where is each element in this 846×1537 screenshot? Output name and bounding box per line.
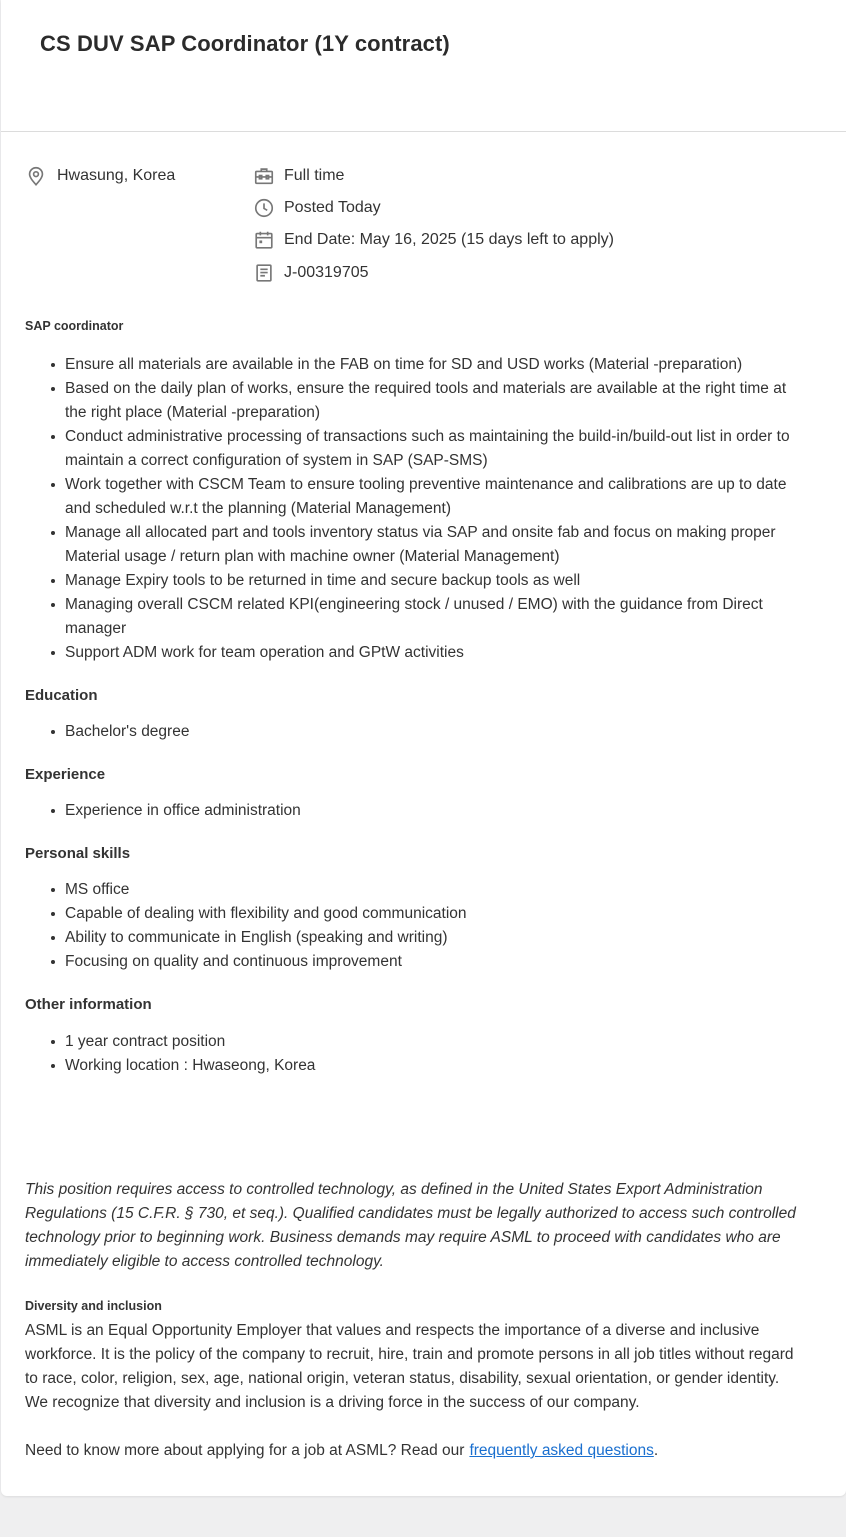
end-date-text: End Date: May 16, 2025 (15 days left to apply) [284, 231, 614, 248]
experience-list [25, 799, 795, 823]
list-item: Ensure all materials are available in the FAB on time for SD and USD works (Material -preparation) [65, 353, 795, 377]
list-item: Work together with CSCM Team to ensure tooling preventive maintenance and calibrations are up to date and scheduled w.r.t the planning (Material Management) [65, 473, 795, 521]
export-control-notice: This position requires access to controlled technology, as defined in the United States Export Administration Regulations (15 C.F.R. § 730, et seq.). Qualified candidates must be legally authorized to access such controlled technology prior to beginning work. Business demands may require ASML to proceed with candidates who are immediately eligible to access controlled technology. [25, 1181, 796, 1270]
faq-line [25, 1439, 658, 1463]
sap-list [25, 353, 795, 665]
section-heading-other: Other information [25, 996, 152, 1013]
faq-link[interactable]: frequently asked questions [469, 1442, 654, 1459]
list-item: Support ADM work for team operation and GPtW activities [65, 641, 795, 665]
list-item: MS office [65, 878, 795, 902]
list-item: Experience in office administration [65, 799, 795, 823]
posted-date-text: Posted Today [284, 199, 381, 216]
end-date [253, 229, 614, 251]
job-location-text: Hwasung, Korea [57, 167, 176, 184]
map-pin-icon [25, 165, 47, 187]
calendar-icon [253, 229, 275, 251]
section-heading-education: Education [25, 687, 98, 704]
section-heading-skills: Personal skills [25, 845, 131, 862]
list-item: 1 year contract position [65, 1030, 795, 1054]
list-item: Based on the daily plan of works, ensure the required tools and materials are available at the right time at the right place (Material -preparation) [65, 377, 795, 425]
list-item: Ability to communicate in English (speaking and writing) [65, 926, 795, 950]
faq-suffix: . [653, 1442, 659, 1459]
list-item: Working location : Hwaseong, Korea [65, 1054, 795, 1078]
header-divider [1, 131, 846, 132]
job-detail-card [1, 0, 846, 1496]
clock-icon [253, 197, 275, 219]
job-type-text: Full time [284, 167, 345, 184]
education-list [25, 720, 795, 744]
skills-list [25, 878, 795, 974]
list-item: Focusing on quality and continuous improvement [65, 950, 795, 974]
document-icon [253, 262, 275, 284]
list-item: Bachelor's degree [65, 720, 795, 744]
section-heading-diversity: Diversity and inclusion [25, 1299, 162, 1313]
requisition-id [253, 262, 369, 284]
briefcase-icon [253, 165, 275, 187]
section-heading-experience: Experience [25, 766, 106, 783]
faq-prefix: Need to know more about applying for a job at ASML? Read our [25, 1442, 465, 1459]
list-item: Conduct administrative processing of transactions such as maintaining the build-in/build-out list in order to maintain a correct configuration of system in SAP (SAP-SMS) [65, 425, 795, 473]
section-heading-sap: SAP coordinator [25, 319, 124, 333]
requisition-id-text: J-00319705 [284, 264, 369, 281]
job-description [25, 318, 795, 1078]
diversity-text: ASML is an Equal Opportunity Employer that values and respects the importance of a diverse and inclusive workforce. It is the policy of the company to recruit, hire, train and promote persons in all job titles without regard to race, color, religion, sex, age, national origin, veteran status, disability, sexual orientation, or gender identity. We recognize that diversity and inclusion is a driving force in the success of our company. [25, 1322, 794, 1411]
job-title: CS DUV SAP Coordinator (1Y contract) [40, 31, 450, 56]
other-list [25, 1030, 795, 1078]
list-item: Managing overall CSCM related KPI(engineering stock / unused / EMO) with the guidance from Direct manager [65, 593, 795, 641]
list-item: Capable of dealing with flexibility and good communication [65, 902, 795, 926]
job-location [25, 165, 175, 187]
job-type [253, 165, 344, 187]
posted-date [253, 197, 381, 219]
list-item: Manage all allocated part and tools inventory status via SAP and onsite fab and focus on making proper Material usage / return plan with machine owner (Material Management) [65, 521, 795, 569]
list-item: Manage Expiry tools to be returned in time and secure backup tools as well [65, 569, 795, 593]
